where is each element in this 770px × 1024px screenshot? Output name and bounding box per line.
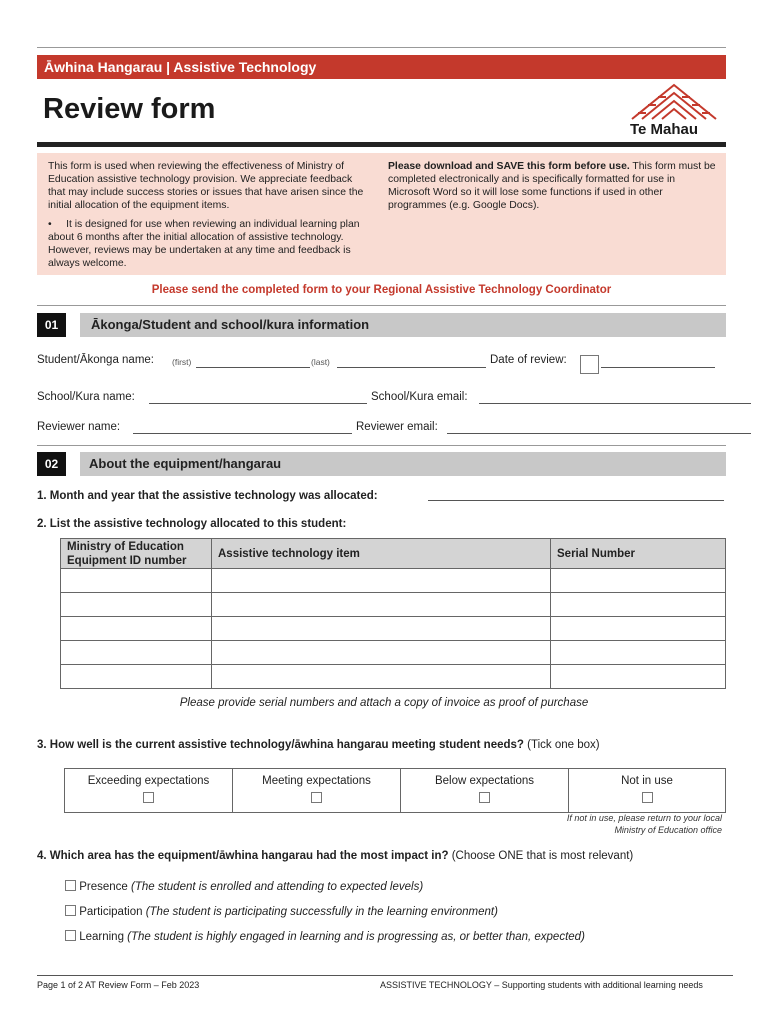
impact-option-learning [65,930,585,943]
rating-below-checkbox[interactable] [479,792,490,803]
intro-bullet [48,218,370,270]
save-instruction: Please download and SAVE this form before use. [388,161,630,172]
equipment-id-cell[interactable] [61,665,212,689]
table-row [61,665,726,689]
intro-left-column [48,160,370,276]
serial-cell[interactable] [551,593,726,617]
top-rule [37,47,726,48]
reviewer-name-field[interactable] [133,423,352,434]
logo-text: Te Mahau [630,121,699,138]
section-2-title: About the equipment/hangarau [80,452,726,476]
impact-desc: (The student is enrolled and attending to expected levels) [131,881,424,893]
equipment-id-cell[interactable] [61,617,212,641]
last-name-hint: (last) [311,357,330,367]
serial-cell[interactable] [551,665,726,689]
section-1-title: Ākonga/Student and school/kura information [80,313,726,337]
reviewer-name-label: Reviewer name: [37,421,121,433]
student-name-label: Student/Ākonga name: [37,354,154,366]
equipment-id-cell[interactable] [61,593,212,617]
title-rule [37,142,726,147]
not-in-use-note: If not in use, please return to your local Ministry of Education office [566,813,722,835]
rating-label: Exceeding expectations [87,775,210,787]
item-cell[interactable] [212,665,551,689]
rating-not-in-use [569,769,726,813]
impact-label: Learning [79,931,124,943]
impact-label: Presence [79,881,128,893]
intro-paragraph: This form is used when reviewing the effectiveness of Ministry of Education assistive technology provision. We appreciate feedback that may include success stories or issues that have arisen since the initial allocation of the equipment items. [48,161,364,211]
rating-exceeding [65,769,233,813]
intro-bullet-text: It is designed for use when reviewing an individual learning plan about 6 months after the initial allocation of assistive technology. However, reviews may be undertaken at any time and feedback is always welcome. [48,219,360,269]
section-2-number: 02 [37,452,66,476]
question-3-hint: (Tick one box) [523,739,600,751]
date-picker-button[interactable] [580,355,599,374]
header-banner: Āwhina Hangarau | Assistive Technology [37,55,726,79]
serial-cell[interactable] [551,641,726,665]
save-instruction-detail: This form must be completed electronically and is specifically formatted for use in Microsoft Word so it will lose some functions if used in other programmes (e.g. Google Docs). [388,161,716,211]
allocation-date-field[interactable] [428,490,724,501]
impact-label: Participation [79,906,143,918]
table-header-row [61,539,726,569]
first-name-hint: (first) [172,357,192,367]
impact-learning-checkbox[interactable] [65,930,76,941]
rating-not-in-use-checkbox[interactable] [642,792,653,803]
impact-desc: (The student is participating successfully in the learning environment) [145,906,498,918]
col-header-serial: Serial Number [551,539,726,569]
item-cell[interactable] [212,569,551,593]
divider [37,445,726,446]
rating-table [64,768,726,813]
footer-rule [37,975,733,976]
question-4-hint: (Choose ONE that is most relevant) [448,850,634,862]
table-row [61,569,726,593]
page-title: Review form [43,93,216,125]
impact-desc: (The student is highly engaged in learning and is progressing as, or better than, expected) [127,931,585,943]
question-1: 1. Month and year that the assistive technology was allocated: [37,490,378,502]
last-name-field[interactable] [337,357,486,368]
rating-meeting-checkbox[interactable] [311,792,322,803]
reviewer-email-field[interactable] [447,423,751,434]
school-email-label: School/Kura email: [371,391,468,403]
impact-presence-checkbox[interactable] [65,880,76,891]
equipment-id-cell[interactable] [61,569,212,593]
first-name-field[interactable] [196,357,310,368]
impact-option-presence [65,880,423,893]
date-label: Date of review: [490,354,567,366]
rating-below [401,769,569,813]
bullet-icon: • [48,219,67,230]
question-3 [37,739,600,751]
footer-page-info: Page 1 of 2 AT Review Form – Feb 2023 [37,980,200,990]
table-row [61,617,726,641]
serial-cell[interactable] [551,569,726,593]
divider [37,305,726,306]
footer-tagline: ASSISTIVE TECHNOLOGY – Supporting students with additional learning needs [380,980,703,990]
question-4 [37,850,633,862]
rating-label: Not in use [621,775,673,787]
question-4-text: 4. Which area has the equipment/āwhina hangarau had the most impact in? [37,850,449,862]
col-header-item: Assistive technology item [212,539,551,569]
item-cell[interactable] [212,593,551,617]
item-cell[interactable] [212,641,551,665]
rating-label: Meeting expectations [262,775,371,787]
serial-note: Please provide serial numbers and attach a copy of invoice as proof of purchase [179,697,589,709]
col-header-equipment-id: Ministry of Education Equipment ID number [61,539,212,569]
question-3-text: 3. How well is the current assistive technology/āwhina hangarau meeting student needs? [37,739,524,751]
table-row [61,593,726,617]
date-field[interactable] [601,357,715,368]
school-email-field[interactable] [479,393,751,404]
intro-right-column [388,160,720,212]
rating-exceeding-checkbox[interactable] [143,792,154,803]
impact-participation-checkbox[interactable] [65,905,76,916]
rating-meeting [233,769,401,813]
item-cell[interactable] [212,617,551,641]
send-notice: Please send the completed form to your Regional Assistive Technology Coordinator [151,284,612,296]
serial-cell[interactable] [551,617,726,641]
rating-label: Below expectations [434,775,535,787]
school-name-label: School/Kura name: [37,391,135,403]
reviewer-email-label: Reviewer email: [356,421,438,433]
equipment-id-cell[interactable] [61,641,212,665]
section-1-number: 01 [37,313,66,337]
impact-option-participation [65,905,498,918]
school-name-field[interactable] [149,393,367,404]
question-2: 2. List the assistive technology allocated to this student: [37,518,347,530]
equipment-table [60,538,726,689]
table-row [61,641,726,665]
